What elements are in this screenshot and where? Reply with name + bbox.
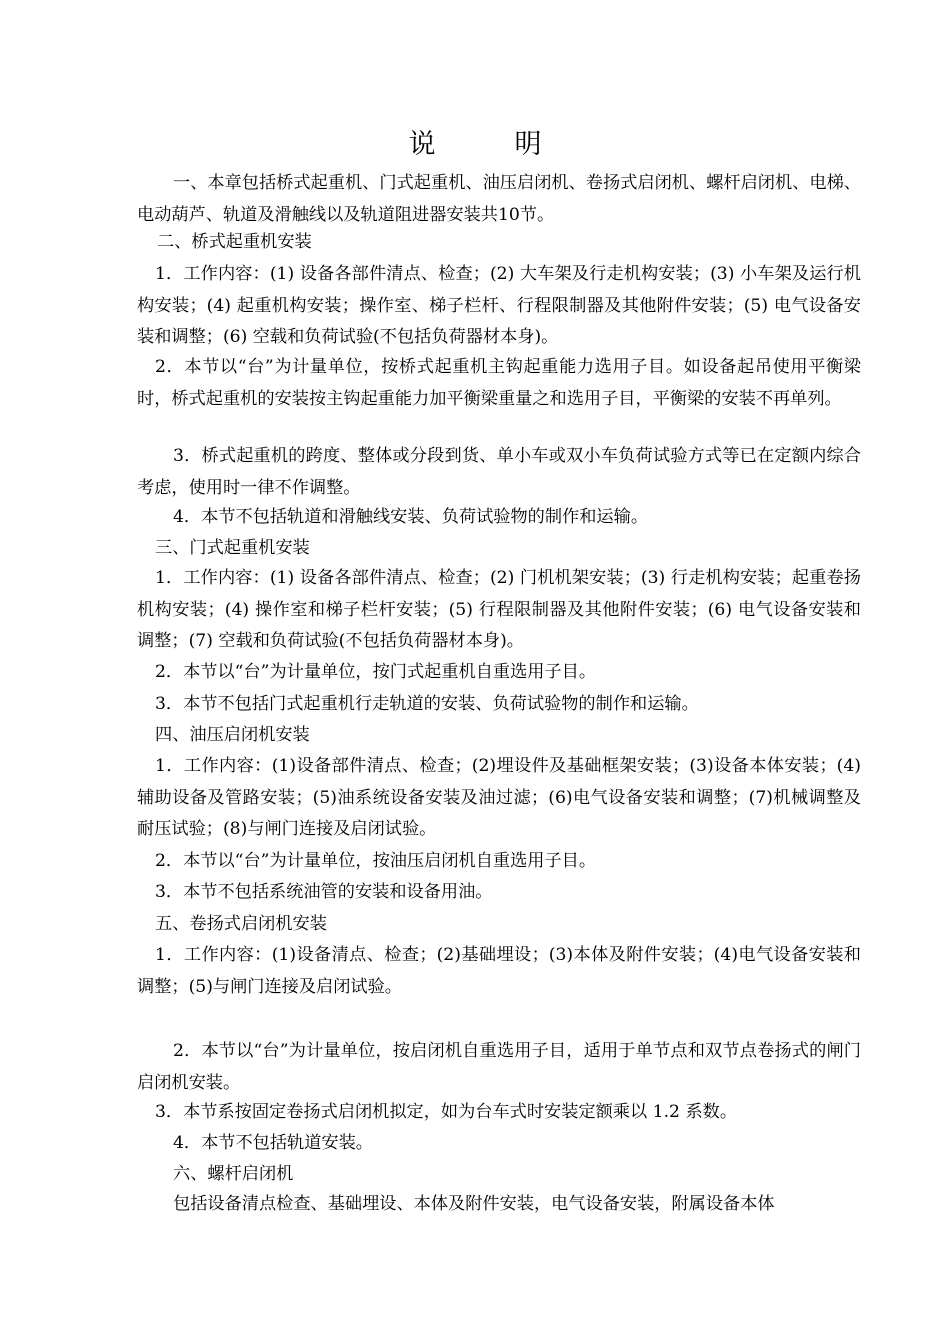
paragraph-bridge-crane-3: 3．桥式起重机的跨度、整体或分段到货、单小车或双小车负荷试验方式等已在定额内综合考虑，使用时一律不作调整。 — [137, 446, 861, 498]
paragraph-screw-hoist-1: 包括设备清点检查、基础埋设、本体及附件安装，电气设备安装，附属设备本体 — [173, 1194, 775, 1214]
paragraph-gantry-crane-1: 1．工作内容：(1) 设备各部件清点、检查；(2) 门机机架安装；(3) 行走机构安装；起重卷扬机构安装；(4) 操作室和梯子栏杆安装；(5) 行程限制器及其他附件安装；(6) 电气设备安装和调整；(7) 空载和负荷试验(不包括负荷器材本身)。 — [137, 568, 861, 651]
paragraph-winch-hoist-1: 1．工作内容：(1)设备清点、检查；(2)基础埋设；(3)本体及附件安装；(4)电气设备安装和调整；(5)与闸门连接及启闭试验。 — [137, 945, 861, 997]
section-heading-winch-hoist: 五、卷扬式启闭机安装 — [155, 914, 327, 934]
paragraph-hydraulic-hoist-1: 1．工作内容：(1)设备部件清点、检查；(2)埋设件及基础框架安装；(3)设备本体安装；(4)辅助设备及管路安装；(5)油系统设备安装及油过滤；(6)电气设备安装和调整；(7)机械调整及耐压试验；(8)与闸门连接及启闭试验。 — [137, 756, 861, 839]
section-heading-gantry-crane: 三、门式起重机安装 — [155, 538, 310, 558]
paragraph-winch-hoist-4: 4．本节不包括轨道安装。 — [173, 1133, 373, 1153]
paragraph-winch-hoist-3: 3．本节系按固定卷扬式启闭机拟定，如为台车式时安装定额乘以 1.2 系数。 — [155, 1102, 738, 1122]
paragraph-hydraulic-hoist-3: 3．本节不包括系统油管的安装和设备用油。 — [155, 882, 493, 902]
paragraph-bridge-crane-1: 1．工作内容：(1) 设备各部件清点、检查；(2) 大车架及行走机构安装；(3) 小车架及运行机构安装；(4) 起重机构安装；操作室、梯子栏杆、行程限制器及其他附件安装；(5) 电气设备安装和调整；(6) 空载和负荷试验(不包括负荷器材本身)。 — [137, 264, 861, 347]
paragraph-winch-hoist-2: 2．本节以“台”为计量单位，按启闭机自重选用子目，适用于单节点和双节点卷扬式的闸门启闭机安装。 — [137, 1041, 861, 1093]
section-heading-hydraulic-hoist: 四、油压启闭机安装 — [155, 725, 310, 745]
paragraph-hydraulic-hoist-2: 2．本节以“台”为计量单位，按油压启闭机自重选用子目。 — [155, 851, 597, 871]
paragraph-intro: 一、本章包括桥式起重机、门式起重机、油压启闭机、卷扬式启闭机、螺杆启闭机、电梯、电动葫芦、轨道及滑触线以及轨道阻进器安装共10节。 — [137, 173, 861, 225]
paragraph-gantry-crane-3: 3．本节不包括门式起重机行走轨道的安装、负荷试验物的制作和运输。 — [155, 694, 699, 714]
page-title: 说 明 — [408, 129, 568, 160]
paragraph-bridge-crane-4: 4．本节不包括轨道和滑触线安装、负荷试验物的制作和运输。 — [173, 507, 649, 527]
section-heading-bridge-crane: 二、桥式起重机安装 — [157, 232, 312, 252]
paragraph-gantry-crane-2: 2．本节以“台”为计量单位，按门式起重机自重选用子目。 — [155, 662, 597, 682]
section-heading-screw-hoist: 六、螺杆启闭机 — [173, 1164, 294, 1184]
paragraph-bridge-crane-2: 2．本节以“台”为计量单位，按桥式起重机主钩起重能力选用子目。如设备起吊使用平衡梁时，桥式起重机的安装按主钩起重能力加平衡梁重量之和选用子目，平衡梁的安装不再单列。 — [137, 357, 861, 409]
